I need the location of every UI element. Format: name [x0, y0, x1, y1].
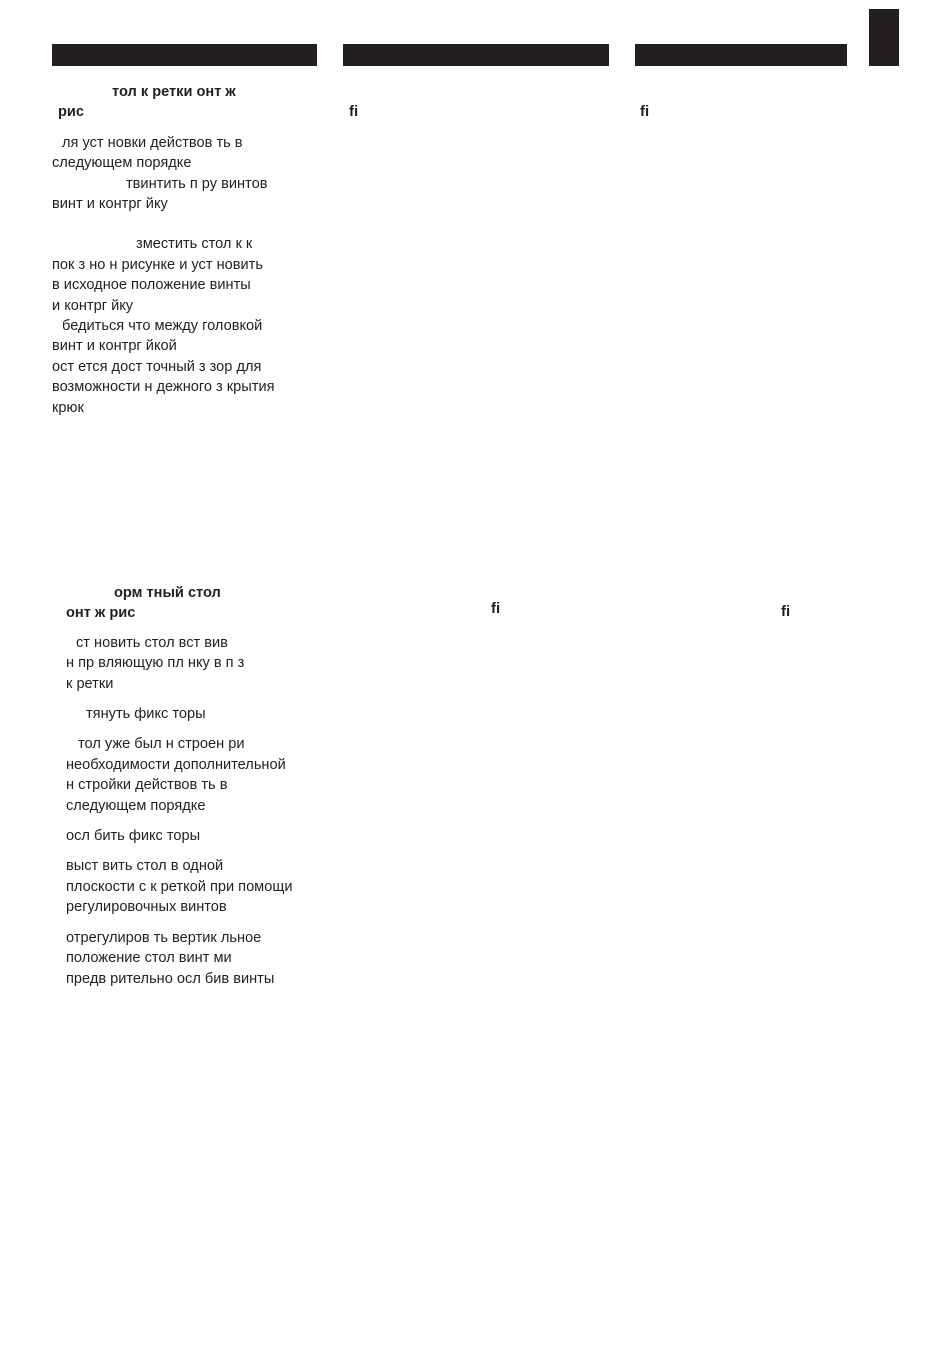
section-2-heading-line: онт ж рис [66, 605, 136, 622]
section-2-paragraph [66, 734, 316, 816]
text-line: зместить стол к к [136, 236, 253, 253]
column-3-header-bar [635, 44, 847, 66]
section-1 [52, 82, 316, 418]
text-line: н пр вляющую пл нку в п з [66, 655, 245, 672]
column-1-header-bar [52, 44, 317, 66]
column-2-header-bar [343, 44, 609, 66]
text-line: в исходное положение винты [52, 277, 251, 294]
text-line: пок з но н рисунке и уст новить [52, 256, 263, 273]
section-2 [66, 583, 316, 989]
section-1-heading-line: рис [58, 104, 85, 121]
section-1-paragraph [52, 316, 316, 418]
section-1-heading [52, 82, 316, 123]
text-line: следующем порядке [52, 155, 192, 172]
text-line: плоскости с к реткой при помощи [66, 878, 293, 895]
text-line: крюк [52, 399, 84, 416]
text-line: твинтить п ру винтов [126, 175, 268, 192]
fi-mark: fi [640, 103, 650, 120]
section-1-paragraph [52, 174, 316, 215]
fi-mark: fi [491, 600, 501, 617]
text-line: к ретки [66, 675, 114, 692]
section-1-paragraph [52, 133, 316, 174]
text-line: положение стол винт ми [66, 950, 232, 967]
section-2-paragraph [66, 704, 316, 724]
section-2-paragraph [66, 826, 316, 846]
text-line: и контрг йку [52, 297, 134, 314]
text-line: ля уст новки действов ть в [62, 134, 243, 151]
section-1-paragraph [52, 234, 316, 316]
text-line: винт и контрг йкой [52, 338, 177, 355]
section-2-heading [66, 583, 316, 624]
text-line: предв рительно осл бив винты [66, 970, 275, 987]
text-line: тол уже был н строен ри [78, 736, 245, 753]
section-1-heading-line: тол к ретки онт ж [112, 84, 236, 100]
text-line: следующем порядке [66, 797, 206, 814]
fi-mark: fi [781, 603, 791, 620]
text-line: необходимости дополнительной [66, 756, 286, 773]
text-line: винт и контрг йку [52, 196, 168, 213]
text-line: возможности н дежного з крытия [52, 379, 275, 396]
text-line: ст новить стол вст вив [76, 634, 228, 651]
text-line: ост ется дост точный з зор для [52, 358, 262, 375]
text-line: осл бить фикс торы [66, 828, 201, 845]
section-2-heading-line: орм тный стол [114, 585, 221, 601]
fi-mark: fi [349, 103, 359, 120]
section-2-paragraph [66, 928, 316, 989]
page-edge-tab [869, 9, 899, 66]
text-line: регулировочных винтов [66, 899, 227, 916]
section-2-body [66, 633, 316, 989]
text-line: выст вить стол в одной [66, 858, 224, 875]
text-line: бедиться что между головкой [62, 318, 263, 335]
section-2-paragraph [66, 633, 316, 694]
text-line: н стройки действов ть в [66, 777, 228, 794]
text-line: тянуть фикс торы [86, 706, 206, 723]
section-2-paragraph [66, 856, 316, 917]
text-line: отрегулиров ть вертик льное [66, 929, 262, 946]
